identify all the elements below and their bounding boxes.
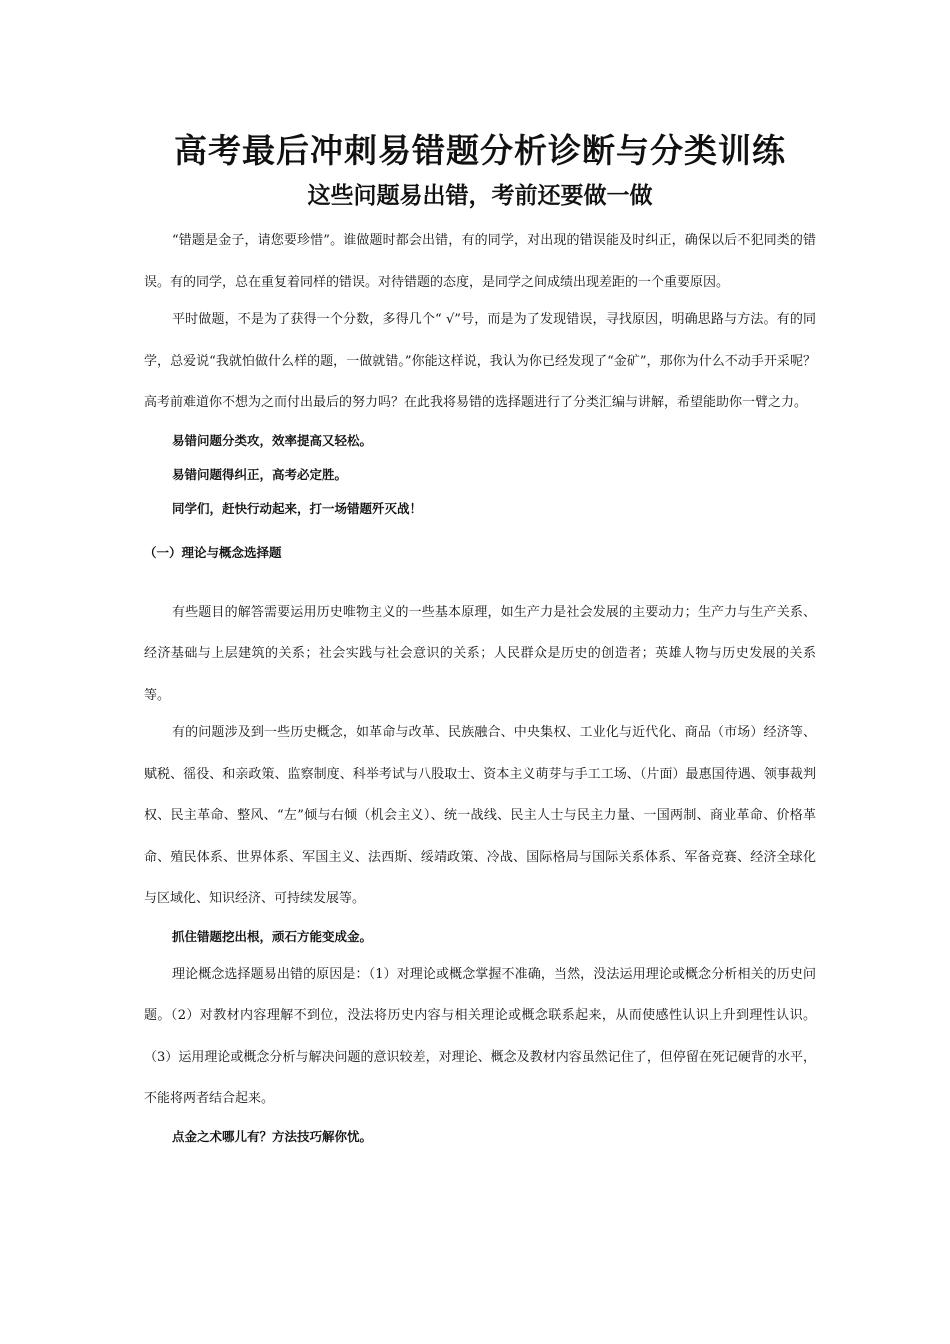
document-title: 高考最后冲刺易错题分析诊断与分类训练 <box>174 131 786 170</box>
document-page <box>144 128 816 1154</box>
section-slogan-1: 抓住错题挖出根，顽石方能变成金。 <box>172 928 373 944</box>
section-paragraph-1: 有些题目的解答需要运用历史唯物主义的一些基本原理，如生产力是社会发展的主要动力；生产力与生产关系、经济基础与上层建筑的关系；社会实践与社会意识的关系；人民群众是历史的创造者；英雄人物与历史发展的关系等。 <box>144 604 816 703</box>
section-paragraph-2: 有的问题涉及到一些历史概念，如革命与改革、民族融合、中央集权、工业化与近代化、商品（市场）经济等、赋税、徭役、和亲政策、监察制度、科举考试与八股取士、资本主义萌芽与手工工场、（片面）最惠国待遇、领事裁判权、民主革命、整风、“左”倾与右倾（机会主义）、统一战线、民主人士与民主力量、一国两制、商业革命、价格革命、殖民体系、世界体系、军国主义、法西斯、绥靖政策、冷战、国际格局与国际关系体系、军备竞赛、经济全球化与区域化、知识经济、可持续发展等。 <box>144 725 816 906</box>
intro-paragraph-2: 平时做题，不是为了获得一个分数，多得几个“ √”号，而是为了发现错误，寻找原因，明确思路与方法。有的同学，总爱说“我就怕做什么样的题，一做就错。”你能这样说，我认为你已经发现了“金矿”，那你为什么不动手开采呢？高考前难道你不想为之而付出最后的努力吗？在此我将易错的选择题进行了分类汇编与讲解，希望能助你一臂之力。 <box>144 312 816 410</box>
section-slogan-2: 点金之术哪儿有？方法技巧解你忧。 <box>172 1128 373 1144</box>
document-subtitle: 这些问题易出错，考前还要做一做 <box>307 183 653 209</box>
section-heading: （一）理论与概念选择题 <box>144 544 282 560</box>
slogan-3: 同学们，赶快行动起来，打一场错题歼灭战！ <box>172 500 423 516</box>
section-paragraph-3: 理论概念选择题易出错的原因是：（1）对理论或概念掌握不准确，当然，没法运用理论或概念分析相关的历史问题。（2）对教材内容理解不到位，没法将历史内容与相关理论或概念联系起来，从而使感性认识上升到理性认识。（3）运用理论或概念分析与解决问题的意识较差，对理论、概念及教材内容虽然记住了，但停留在死记硬背的水平，不能将两者结合起来。 <box>144 966 816 1106</box>
slogan-2: 易错问题得纠正，高考必定胜。 <box>172 466 348 482</box>
slogan-1: 易错问题分类攻，效率提高又轻松。 <box>172 432 373 448</box>
intro-paragraph-1: “错题是金子，请您要珍惜”。谁做题时都会出错，有的同学，对出现的错误能及时纠正，确保以后不犯同类的错误。有的同学，总在重复着同样的错误。对待错题的态度，是同学之间成绩出现差距的一个重要原因。 <box>144 233 816 290</box>
